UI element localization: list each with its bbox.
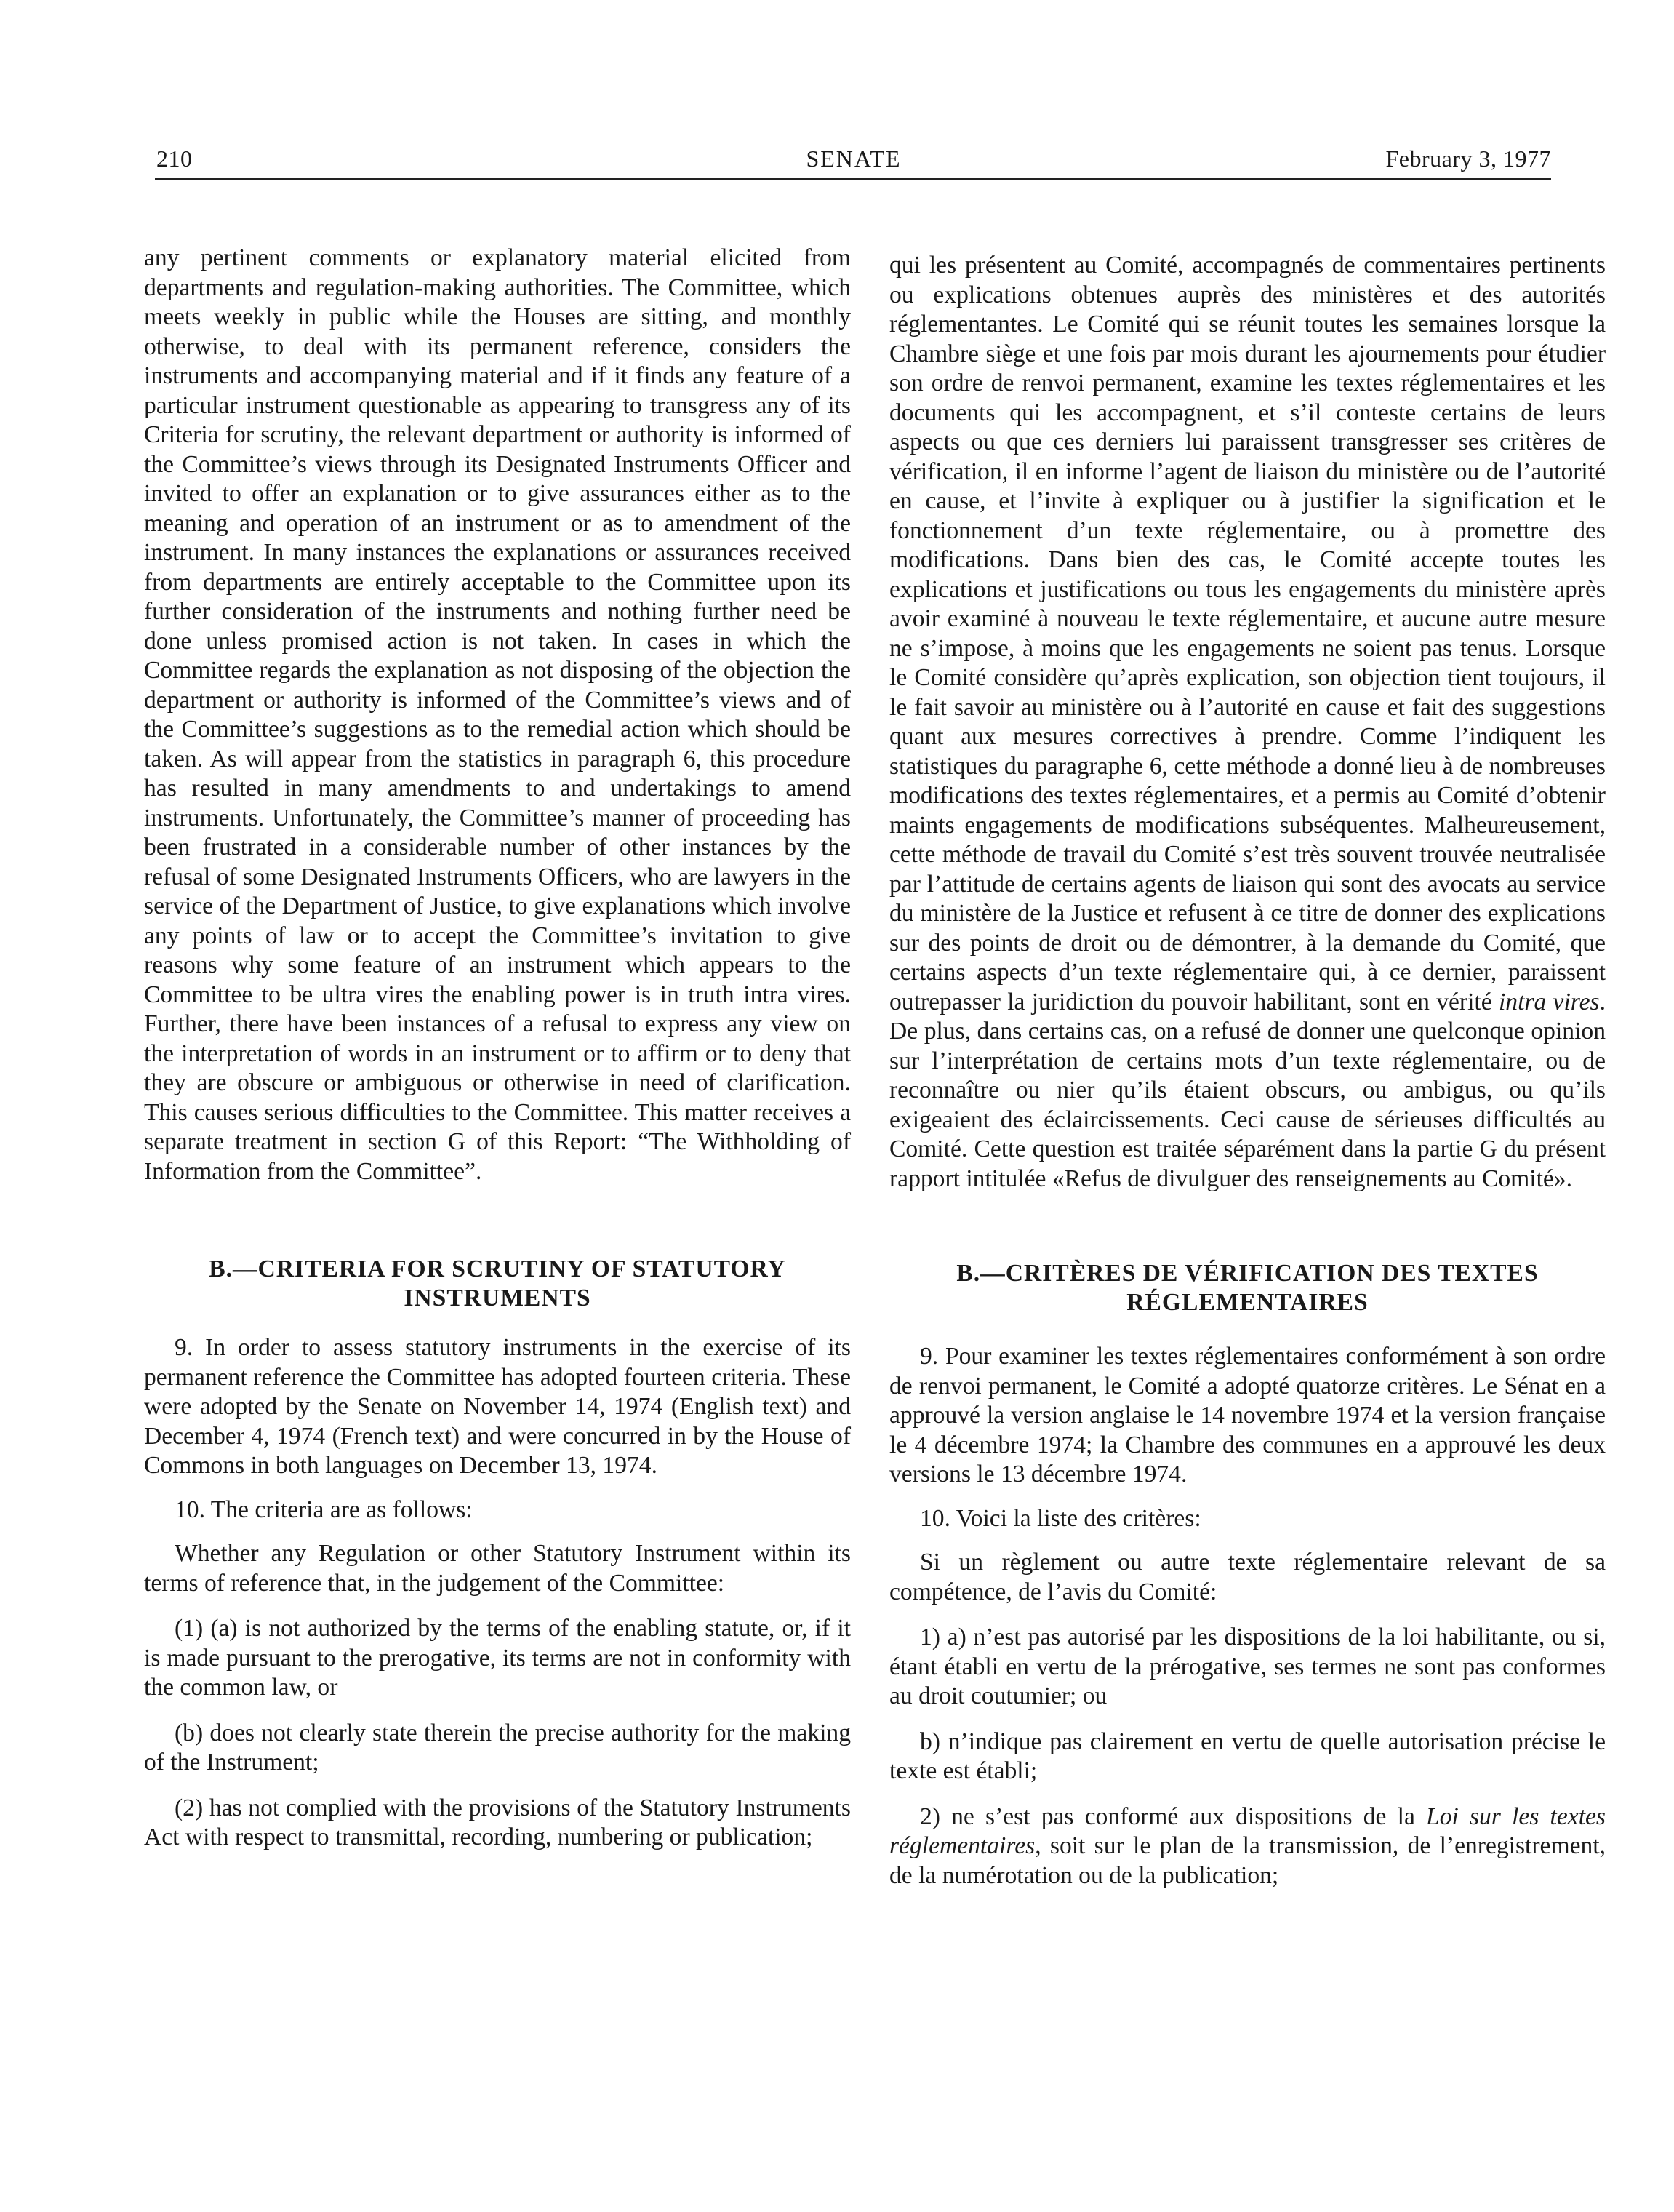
en-criterion-1a: (1) (a) is not authorized by the terms of the enabling statute, or, if it is made pursuant to the prerogative, its terms are not in conformity with the common law, or [144,1615,851,1701]
en-criterion-1b: (b) does not clearly state therein the precise authority for the making of the Instrument; [144,1719,851,1776]
en-section-heading: B.—CRITERIA FOR SCRUTINY OF STATUTORY INSTRUMENTS [209,1255,786,1311]
fr-criterion-2 [889,1802,1606,1891]
fr-criterion-1b: b) n’indique pas clairement en vertu de quelle autorisation précise le texte est établi; [889,1728,1606,1784]
fr-intro-text-b: . De plus, dans certains cas, on a refusé de donner une quelconque opinion sur l’interprétation de certains mots d’un texte réglementaire, ou de reconnaître ou nier qu’ils étaient obscurs, ou ambigus, ou qu’ils exigeaient des éclaircissements. Ceci cause de sérieuses difficultés au Comité. Cette question est traitée séparément dans la partie G du présent rapport intitulée «Refus de divulguer des renseignements au Comité». [889,988,1606,1192]
en-criteria-lead: Whether any Regulation or other Statutory Instrument within its terms of reference that, in the judgement of the Committee: [144,1540,851,1597]
en-paragraph-9: 9. In order to assess statutory instruments in the exercise of its permanent reference the Committee has adopted fourteen criteria. These were adopted by the Senate on November 14, 1974 (English text) and December 4, 1974 (French text) and were concurred in by the House of Commons in both languages on December 13, 1974. [144,1334,851,1479]
fr-criterion-2-text-a: 2) ne s’est pas conformé aux dispositions de la [920,1802,1415,1830]
fr-criterion-2-text-b: , soit sur le plan de la transmission, de l’enregistrement, de la numérotation ou de la publication; [889,1832,1606,1889]
fr-criterion-1a: 1) a) n’est pas autorisé par les dispositions de la loi habilitante, ou si, étant établi en vertu de la prérogative, ses termes ne sont pas conformes au droit coutumier; ou [889,1624,1606,1709]
en-paragraph-10: 10. The criteria are as follows: [175,1496,473,1523]
fr-section-heading: B.—CRITÈRES DE VÉRIFICATION DES TEXTES RÉGLEMENTAIRES [956,1260,1539,1316]
fr-criteria-lead: Si un règlement ou autre texte réglementaire relevant de sa compétence, de l’avis du Comité: [889,1549,1606,1605]
fr-intro-italic: intra vires [1498,988,1600,1015]
en-criterion-2: (2) has not complied with the provisions of the Statutory Instruments Act with respect to transmittal, recording, numbering or publication; [144,1794,851,1850]
fr-paragraph-10: 10. Voici la liste des critères: [920,1504,1201,1532]
header-rule [155,178,1551,180]
fr-criterion-2-italic: Loi sur les textes réglementaires [889,1802,1606,1859]
french-column [889,251,1606,1890]
fr-paragraph-9: 9. Pour examiner les textes réglementaires conformément à son ordre de renvoi permanent, le Comité a adopté quatorze critères. Le Sénat en a approuvé la version anglaise le 14 novembre 1974 et la version française le 4 décembre 1974; la Chambre des communes en a approuvé les deux versions le 13 décembre 1974. [889,1343,1606,1488]
fr-intro-text-a: qui les présentent au Comité, accompagnés de commentaires pertinents ou explications obtenues auprès des ministères et des autorités réglementantes. Le Comité qui se réunit toutes les semaines lorsque la Chambre siège et une fois par mois durant les ajournements pour étudier son ordre de renvoi permanent, examine les textes réglementaires et les documents qui les accompagnent, et s’il conteste certains de leurs aspects ou que ces derniers lui paraissent transgresser ses critères de vérification, il en informe l’agent de liaison du ministère ou de l’autorité en cause, et l’invite à expliquer ou à justifier la signification et le fonctionnement d’un texte réglementaire, ou à promettre des modifications. Dans bien des cas, le Comité accepte toutes les explications et justifications ou tous les engagements du ministère après avoir examiné à nouveau le texte réglementaire, et aucune autre mesure ne s’impose, à moins que les engagements ne soient pas tenus. Lorsque le Comité considère qu’après explication, son objection tient toujours, il le fait savoir au ministère ou à l’autorité en cause et fait des suggestions quant aux mesures correctives à prendre. Comme l’indiquent les statistiques du paragraphe 6, cette méthode a donné lieu à de nombreuses modifications des textes réglementaires, et a permis au Comité d’obtenir maints engagements de modifications subséquentes. Malheureusement, cette méthode de travail du Comité s’est très souvent trouvée neutralisée par l’attitude de certains agents de liaison qui sont des avocats au service du ministère de la Justice et refusent à ce titre de donner des explications sur des points de droit ou de démontrer, à la demande du Comité, que certains aspects d’un texte réglementaire qui, à ce dernier, paraissent outrepasser la juridiction du pouvoir habilitant, sont en vérité [889,252,1606,1015]
english-column [144,244,851,1853]
running-date: February 3, 1977 [1385,145,1551,172]
page-number: 210 [156,145,193,172]
fr-intro-paragraph [889,251,1606,1194]
running-title: SENATE [806,145,902,172]
en-intro-paragraph: any pertinent comments or explanatory material elicited from departments and regulation-making authorities. The Committee, which meets weekly in public while the Houses are sitting, and monthly otherwise, to deal with its permanent reference, considers the instruments and accompanying material and if it finds any feature of a particular instrument questionable as appearing to transgress any of its Criteria for scrutiny, the relevant department or authority is informed of the Committee’s views through its Designated Instruments Officer and invited to offer an explanation or to give assurances either as to the meaning and operation of an instrument or as to amendment of the instrument. In many instances the explanations or assurances received from departments are entirely acceptable to the Committee upon its further consideration of the instruments and nothing further need be done unless promised action is not taken. In cases in which the Committee regards the explanation as not disposing of the objection the department or authority is informed of the Committee’s views and of the Committee’s suggestions as to the remedial action which should be taken. As will appear from the statistics in paragraph 6, this procedure has resulted in many amendments to and undertakings to amend instruments. Unfortunately, the Committee’s manner of proceeding has been frustrated in a considerable number of other instances by the refusal of some Designated Instruments Officers, who are lawyers in the service of the Department of Justice, to give explanations which involve any points of law or to accept the Committee’s invitation to give reasons why some feature of an instrument which appears to the Committee to be ultra vires the enabling power is in truth intra vires. Further, there have been instances of a refusal to express any view on the interpretation of words in an instrument or to affirm or to deny that they are obscure or ambiguous or otherwise in need of clarification. This causes serious difficulties to the Committee. This matter receives a separate treatment in section G of this Report: “The Withholding of Information from the Committee”. [144,244,851,1185]
